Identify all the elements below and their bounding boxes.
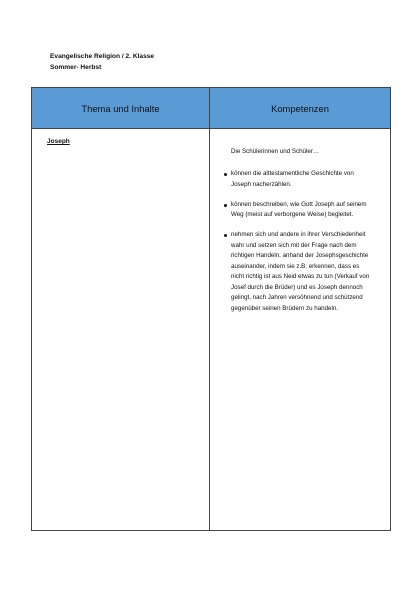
topic-cell [32, 129, 210, 531]
table-header-row [32, 88, 391, 129]
competence-item: können die alttestamentliche Geschichte von Joseph nacherzählen. [231, 169, 374, 190]
column-header-topic: Thema und Inhalte [32, 88, 210, 129]
subject-grade-line: Evangelische Religion / 2. Klasse [50, 53, 155, 60]
competences-cell [210, 129, 391, 531]
competences-list [210, 169, 390, 314]
topic-title: Joseph [47, 138, 70, 145]
period-line: Sommer- Herbst [50, 64, 102, 71]
curriculum-table [31, 87, 391, 531]
competence-item: können beschreiben, wie Gott Joseph auf seinem Weg (meist auf verborgene Weise) begleitet. [231, 200, 374, 221]
competence-item: nehmen sich und andere in ihrer Verschiedenheit wahr und setzen sich mit der Frage nach dem richtigen Handeln, anhand der Josephsgeschichte auseinander, indem sie z.B. erkennen, dass es nicht richtig ist aus Neid etwas zu tun (Verkauf von Josef durch die Brüder) und es Joseph dennoch gelingt, nach Jahren versöhnend und schützend gegenüber seinen Brüdern zu handeln. [231, 230, 374, 314]
table-row [32, 129, 391, 531]
column-header-competences: Kompetenzen [210, 88, 391, 129]
document-header [50, 51, 154, 73]
competences-intro: Die Schülerinnen und Schüler… [231, 148, 320, 155]
